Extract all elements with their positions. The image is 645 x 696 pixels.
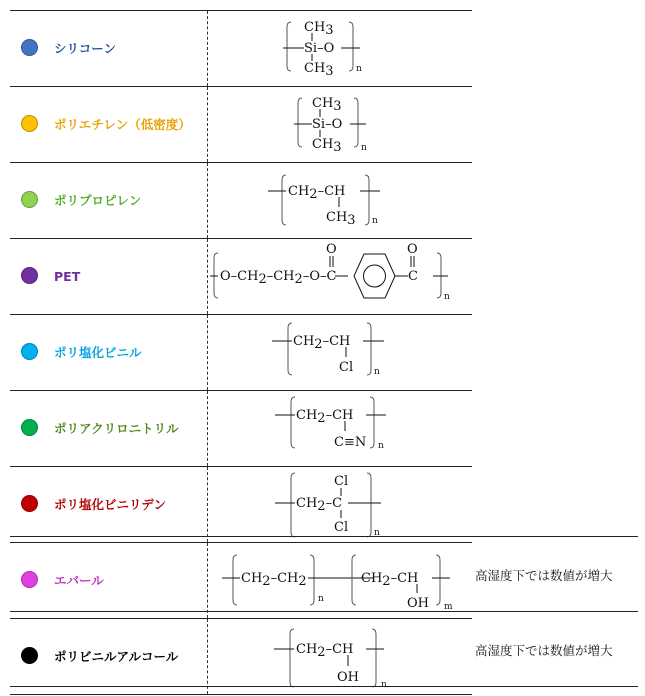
- polymer-name: ポリアクリロニトリル: [54, 421, 179, 436]
- polymer-name: ポリ塩化ビニリデン: [54, 497, 167, 512]
- formula-bottom: OH: [407, 596, 429, 611]
- color-dot: [21, 419, 38, 436]
- table-row: [10, 238, 472, 314]
- formula-bottom: OH: [337, 670, 359, 685]
- note-text: 高湿度下では数値が増大: [475, 643, 613, 658]
- formula-bottom: Cl: [339, 360, 354, 375]
- polymer-table: [10, 10, 472, 695]
- polymer-name: PET: [54, 269, 81, 284]
- color-dot: [21, 571, 38, 588]
- carbonyl-oxygen: O: [407, 242, 418, 257]
- repeat-count: n: [378, 441, 384, 451]
- formula-middle: Si–O: [312, 117, 343, 132]
- table-row: [10, 618, 472, 695]
- row-border: [10, 536, 638, 537]
- table-row: [10, 314, 472, 390]
- repeat-count: n: [361, 143, 367, 153]
- color-dot: [21, 191, 38, 208]
- formula-main: CH2–CH: [293, 334, 351, 352]
- carbonyl-oxygen: O: [326, 242, 337, 257]
- formula-right: C: [408, 269, 418, 284]
- formula-middle: Si–O: [304, 41, 335, 56]
- repeat-count: n: [356, 64, 362, 74]
- formula-left: O–CH2–CH2–O–C: [220, 269, 337, 287]
- formula-top: CH3: [312, 96, 342, 114]
- color-dot: [21, 647, 38, 664]
- formula-top: Cl: [334, 474, 349, 489]
- formula-main: CH2–CH: [296, 642, 354, 660]
- formula-bottom: Cl: [334, 520, 349, 535]
- repeat-count: n: [381, 680, 387, 690]
- polymer-name: ポリビニルアルコール: [54, 649, 179, 664]
- structural-formula: [208, 315, 472, 390]
- repeat-count: n: [372, 216, 378, 226]
- table-row: [10, 542, 472, 618]
- table-row: [10, 86, 472, 162]
- repeat-count: n: [374, 528, 380, 538]
- polymer-name: ポリプロピレン: [54, 193, 142, 208]
- formula-bottom: CH3: [326, 210, 356, 228]
- repeat-count-m: m: [444, 602, 453, 612]
- polymer-name: エバール: [54, 573, 104, 588]
- structural-formula: [208, 543, 472, 618]
- polymer-name: ポリエチレン（低密度）: [54, 117, 191, 132]
- formula-main: CH2–CH: [288, 184, 346, 202]
- structural-formula: [208, 391, 472, 466]
- structural-formula: [208, 87, 472, 162]
- structural-formula: [208, 163, 472, 238]
- formula-bottom: CH3: [312, 137, 342, 155]
- formula-top: CH3: [304, 20, 334, 38]
- color-dot: [21, 39, 38, 56]
- table-row: [10, 390, 472, 466]
- color-dot: [21, 115, 38, 132]
- row-border: [10, 686, 638, 687]
- note-text: 高湿度下では数値が増大: [475, 568, 613, 583]
- repeat-count: n: [444, 292, 450, 302]
- formula-right: CH2–CH: [361, 571, 419, 589]
- structural-formula: [208, 467, 472, 542]
- polymer-name: シリコーン: [54, 41, 117, 56]
- structural-formula: [208, 239, 472, 314]
- color-dot: [21, 495, 38, 512]
- formula-left: CH2–CH2: [241, 571, 307, 589]
- table-row: [10, 466, 472, 542]
- structural-formula: [208, 11, 472, 86]
- repeat-count-n: n: [318, 594, 324, 604]
- formula-main: CH2–C: [296, 496, 343, 514]
- table-row: [10, 162, 472, 238]
- formula-main: CH2–CH: [296, 408, 354, 426]
- polymer-name: ポリ塩化ビニル: [54, 345, 142, 360]
- formula-bottom: C≡N: [334, 435, 367, 450]
- color-dot: [21, 267, 38, 284]
- table-row: [10, 10, 472, 86]
- structural-formula: [208, 619, 472, 694]
- row-border: [10, 611, 638, 612]
- repeat-count: n: [374, 367, 380, 377]
- formula-bottom: CH3: [304, 61, 334, 79]
- color-dot: [21, 343, 38, 360]
